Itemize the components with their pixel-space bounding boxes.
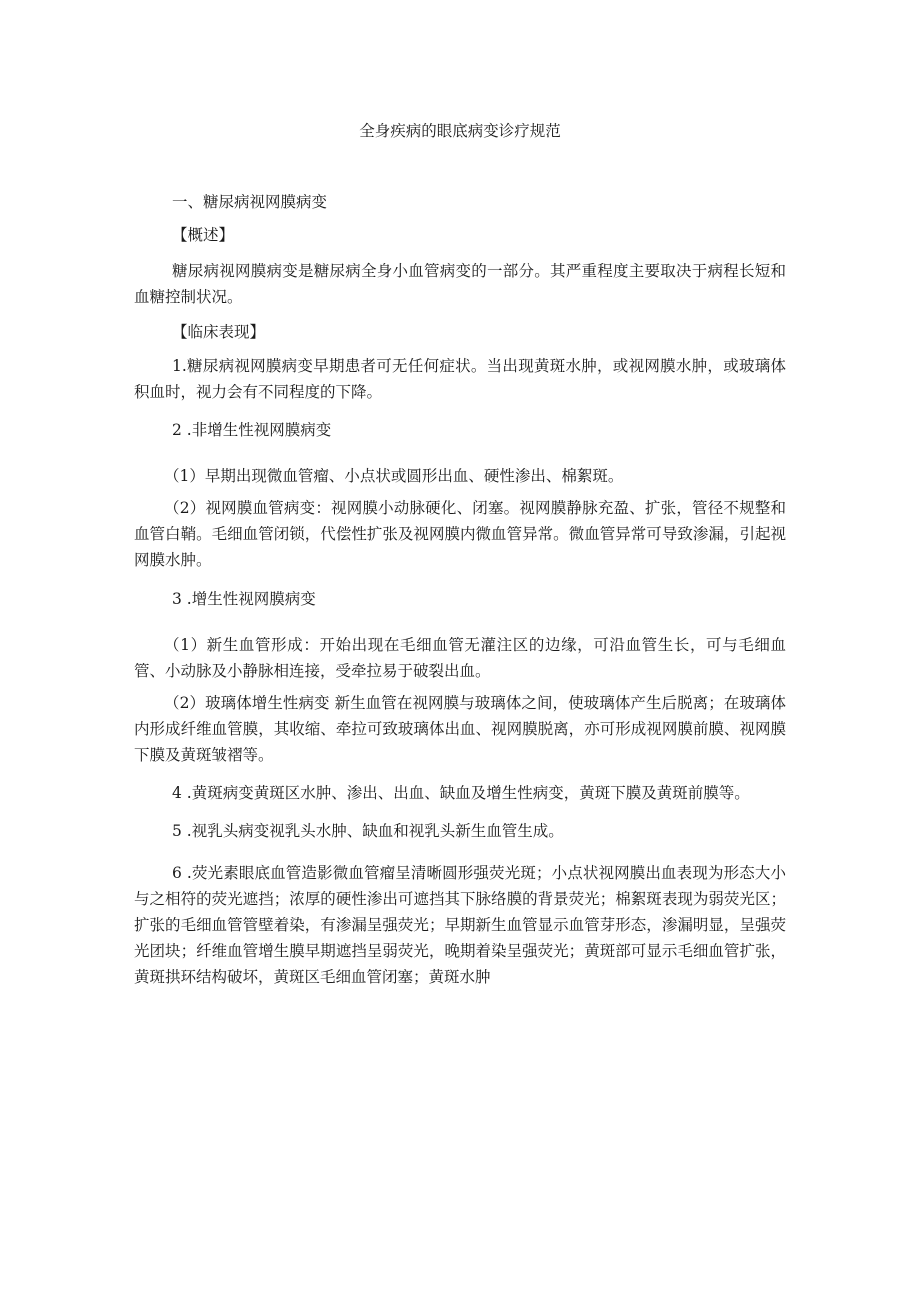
clinical-item-2-sub-2: （2）视网膜血管病变：视网膜小动脉硬化、闭塞。视网膜静脉充盈、扩张，管径不规整和血管白鞘。毛细血管闭锁，代偿性扩张及视网膜内微血管异常。微血管异常可导致渗漏，引起视网膜水肿。: [134, 499, 786, 569]
overview-heading: 【概述】: [172, 226, 235, 244]
clinical-item-2-sub-1: （1）早期出现微血管瘤、小点状或圆形出血、硬性渗出、棉絮斑。: [164, 467, 624, 485]
clinical-item-5: 5 .视乳头病变视乳头水肿、缺血和视乳头新生血管生成。: [172, 822, 564, 840]
clinical-item-2: 2 .非增生性视网膜病变: [172, 421, 332, 439]
overview-paragraph: 糖尿病视网膜病变是糖尿病全身小血管病变的一部分。其严重程度主要取决于病程长短和血糖控制状况。: [134, 262, 786, 306]
section-heading-diabetic-retinopathy: 一、糖尿病视网膜病变: [172, 193, 328, 211]
document-body: [134, 189, 786, 990]
document-title: 全身疾病的眼底病变诊疗规范: [359, 122, 561, 140]
clinical-item-3-sub-2: （2）玻璃体增生性病变 新生血管在视网膜与玻璃体之间，使玻璃体产生后脱离；在玻璃体内形成纤维血管膜，其收缩、牵拉可致玻璃体出血、视网膜脱离，亦可形成视网膜前膜、视网膜下膜及黄斑皱褶等。: [134, 694, 786, 764]
clinical-item-1: 1.糖尿病视网膜病变早期患者可无任何症状。当出现黄斑水肿，或视网膜水肿，或玻璃体积血时，视力会有不同程度的下降。: [134, 357, 786, 401]
clinical-item-3: 3 .增生性视网膜病变: [172, 590, 316, 608]
clinical-item-3-sub-1: （1）新生血管形成：开始出现在毛细血管无灌注区的边缘，可沿血管生长，可与毛细血管、小动脉及小静脉相连接，受牵拉易于破裂出血。: [134, 636, 786, 680]
clinical-item-6: 6 .荧光素眼底血管造影微血管瘤呈清晰圆形强荧光斑；小点状视网膜出血表现为形态大小与之相符的荧光遮挡；浓厚的硬性渗出可遮挡其下脉络膜的背景荧光；棉絮斑表现为弱荧光区；扩张的毛细血管管壁着染，有渗漏呈强荧光；早期新生血管显示血管芽形态，渗漏明显，呈强荧光团块；纤维血管增生膜早期遮挡呈弱荧光，晚期着染呈强荧光；黄斑部可显示毛细血管扩张，黄斑拱环结构破坏，黄斑区毛细血管闭塞；黄斑水肿: [134, 864, 786, 986]
clinical-heading: 【临床表现】: [172, 323, 266, 341]
clinical-item-4: 4 .黄斑病变黄斑区水肿、渗出、出血、缺血及增生性病变，黄斑下膜及黄斑前膜等。: [172, 784, 750, 802]
